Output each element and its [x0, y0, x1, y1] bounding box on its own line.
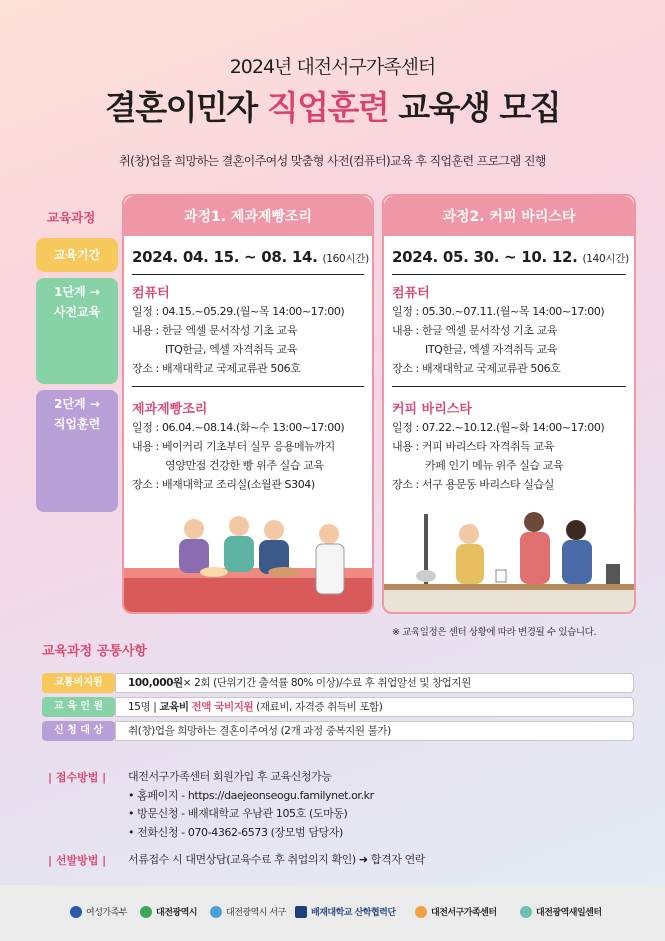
tag-eligibility: 신 청 대 상 — [42, 721, 115, 741]
mogef-logo-icon — [70, 906, 82, 918]
common-row-eligibility — [42, 721, 634, 741]
baking-illustration — [124, 504, 372, 612]
course1-title: 과정1. 제과제빵조리 — [124, 196, 372, 236]
course2-s2-title: 커피 바리스타 — [392, 402, 472, 417]
detail-line: ITQ한글, 엑셀 자격취득 교육 — [425, 343, 558, 356]
detail-line: 일정 : 05.30.~07.11.(월~목 14:00~17:00) — [392, 305, 605, 318]
step2-sub: 직업훈련 — [53, 417, 101, 431]
divider — [132, 386, 364, 387]
course1-s2-title: 제과제빵조리 — [132, 402, 208, 417]
transport-text — [115, 673, 634, 693]
common-row-capacity — [42, 697, 634, 717]
common-row-transport — [42, 673, 634, 693]
fee-detail: (재료비, 자격증 취득비 포함) — [253, 701, 383, 713]
course1-s2-details — [132, 418, 344, 494]
detail-line: ITQ한글, 엑셀 자격취득 교육 — [165, 343, 298, 356]
label-period: 교육기간 — [36, 238, 118, 272]
detail-line: 내용 : 베이커리 기초부터 실무 응용메뉴까지 — [132, 440, 335, 453]
sponsor-footer — [0, 885, 665, 941]
title-highlight: 직업훈련 — [266, 88, 389, 127]
detail-line: 내용 : 커피 바리스타 자격취득 교육 — [392, 440, 554, 453]
course1-s1-title: 컴퓨터 — [132, 286, 170, 301]
course1-s1-details — [132, 302, 344, 378]
barista-illustration — [384, 504, 634, 612]
daejeon-logo-icon — [140, 906, 152, 918]
transport-amount: 100,000원 — [128, 677, 183, 689]
course2-date-text: 2024. 05. 30. ~ 10. 12. — [392, 248, 578, 266]
detail-line: 일정 : 07.22.~10.12.(월~화 14:00~17:00) — [392, 421, 605, 434]
page-title — [0, 82, 665, 129]
label-step1 — [36, 278, 118, 384]
step1-label: 1단계 → — [54, 285, 100, 299]
logo-text: 대전광역시 — [156, 908, 197, 918]
logo-paichai — [295, 905, 396, 918]
transport-detail: × 2회 (단위기간 출석률 80% 이상)/수료 후 취업알선 및 창업지원 — [182, 677, 471, 689]
logo-family-center — [415, 905, 497, 918]
logo-saeil — [520, 905, 602, 918]
detail-line: 장소 : 배재대학교 국제교류관 506호 — [392, 362, 561, 375]
logo-text: 배재대학교 산학협력단 — [311, 908, 396, 918]
apply-phone: • 전화신청 - 070-4362-6573 (장모범 담당자) — [128, 825, 343, 839]
logo-text: 대전서구가족센터 — [431, 908, 497, 918]
course1-panel — [122, 194, 374, 614]
logo-text: 여성가족부 — [86, 908, 127, 918]
capacity-count: 15명 | — [128, 701, 160, 713]
course2-date — [392, 248, 629, 266]
step1-sub: 사전교육 — [53, 305, 101, 319]
center-subtitle: 2024년 대전서구가족센터 — [229, 56, 436, 78]
logo-text: 대전광역새일센터 — [536, 908, 602, 918]
divider — [132, 274, 364, 275]
tag-capacity: 교 육 인 원 — [42, 697, 115, 717]
course2-panel — [382, 194, 636, 614]
tag-transport: 교통비지원 — [42, 673, 115, 693]
apply-line: 대전서구가족센터 회원가입 후 교육신청가능 — [128, 770, 332, 783]
apply-label: | 접수방법 | — [48, 771, 107, 784]
detail-line: 내용 : 한글 엑셀 문서작성 기초 교육 — [392, 324, 558, 337]
detail-line: 내용 : 한글 엑셀 문서작성 기초 교육 — [132, 324, 298, 337]
detail-line: 카페 인기 메뉴 위주 실습 교육 — [425, 459, 564, 472]
detail-line: 일정 : 06.04.~08.14.(화~수 13:00~17:00) — [132, 421, 345, 434]
course1-date-text: 2024. 04. 15. ~ 08. 14. — [132, 248, 318, 266]
apply-details — [128, 768, 374, 842]
program-description: 취(창)업을 희망하는 결혼이주여성 맞춤형 사전(컴퓨터)교육 후 직업훈련 프로그램 진행 — [119, 154, 546, 168]
fee-support: 전액 국비지원 — [191, 701, 254, 713]
detail-line: 장소 : 배재대학교 조리실(소월관 S304) — [132, 478, 315, 491]
capacity-text — [115, 697, 634, 717]
detail-line: 장소 : 배재대학교 국제교류관 506호 — [132, 362, 301, 375]
apply-homepage[interactable]: • 홈페이지 - https://daejeonseogu.familynet.or.kr — [128, 788, 374, 802]
divider — [392, 386, 626, 387]
detail-line: 영양만점 건강한 빵 위주 실습 교육 — [165, 459, 324, 472]
logo-seogu — [210, 905, 286, 918]
logo-text: 대전광역시 서구 — [226, 908, 286, 918]
saeil-logo-icon — [520, 906, 532, 918]
title-part-end: 교육생 모집 — [388, 88, 561, 127]
family-center-logo-icon — [415, 906, 427, 918]
divider — [392, 274, 626, 275]
course2-s2-details — [392, 418, 604, 494]
common-title: 교육과정 공통사항 — [42, 644, 147, 659]
course2-s1-details — [392, 302, 604, 378]
paichai-logo-icon — [295, 906, 307, 918]
detail-line: 장소 : 서구 용문동 바리스타 실습실 — [392, 478, 554, 491]
course1-date — [132, 248, 369, 266]
eligibility-text: 취(창)업을 희망하는 결혼이주여성 (2개 과정 중복지원 불가) — [115, 721, 634, 741]
seogu-logo-icon — [210, 906, 222, 918]
course1-hours: (160시간) — [322, 253, 369, 265]
logo-daejeon — [140, 905, 197, 918]
title-part: 결혼이민자 — [104, 88, 267, 127]
apply-visit: • 방문신청 - 배재대학교 우남관 105호 (도마동) — [128, 807, 348, 820]
label-course: 교육과정 — [47, 210, 96, 225]
course2-hours: (140시간) — [582, 253, 629, 265]
select-label: | 선발방법 | — [48, 854, 107, 867]
course2-s1-title: 컴퓨터 — [392, 286, 430, 301]
schedule-note: ※ 교육일정은 센터 상황에 따라 변경될 수 있습니다. — [392, 627, 597, 638]
detail-line: 일정 : 04.15.~05.29.(월~목 14:00~17:00) — [132, 305, 345, 318]
select-text: 서류접수 시 대면상담(교육수료 후 취업의지 확인) ➜ 합격자 연락 — [128, 853, 426, 866]
course2-title: 과정2. 커피 바리스타 — [384, 196, 634, 236]
label-step2 — [36, 390, 118, 512]
fee-label: 교육비 — [159, 701, 189, 713]
step2-label: 2단계 → — [54, 397, 100, 411]
logo-mogef — [70, 905, 127, 918]
